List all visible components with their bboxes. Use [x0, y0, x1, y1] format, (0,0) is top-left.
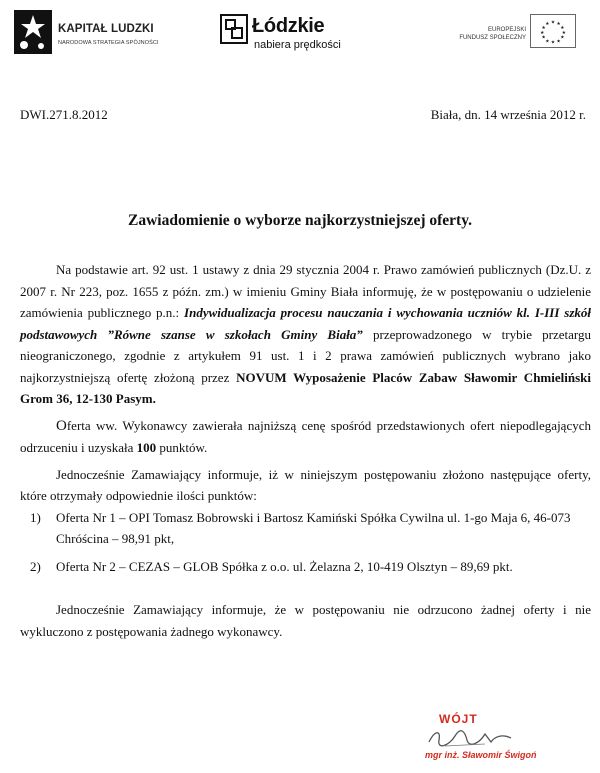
- eu-social-fund-logo: [450, 14, 580, 58]
- reference-number: DWI.271.8.2012: [20, 107, 108, 122]
- paragraph-1: [20, 259, 591, 410]
- kapital-ludzki-subtitle: NARODOWA STRATEGIA SPÓJNOŚCI: [58, 40, 159, 46]
- svg-text:★: ★: [550, 20, 556, 26]
- svg-text:★: ★: [540, 30, 545, 36]
- svg-text:★: ★: [560, 35, 565, 41]
- document-title: Zawiadomienie o wyborze najkorzystniejszej oferty.: [128, 212, 472, 229]
- list-item: [20, 556, 591, 578]
- lodzkie-logo: [220, 10, 380, 56]
- paragraph-4: Jednocześnie Zamawiający informuje, że w postępowaniu nie odrzucono żadnej oferty i nie wykluczono z postępowania żadnego wykonawcy.: [20, 602, 591, 639]
- paragraph-2-text-a: ferta ww. Wykonawcy zawierała najniższą cenę spośród przedstawionych ofert niepodlegających odrzuceniu i uzyskała: [20, 417, 591, 455]
- letterhead: [0, 0, 600, 70]
- offer-number: 2): [30, 558, 41, 574]
- paragraph-3: Jednocześnie Zamawiający informuje, iż w niniejszym postępowaniu złożono następujące oferty, które otrzymały odpowiednie ilości punktów:: [20, 466, 591, 503]
- svg-text:★: ★: [545, 39, 550, 45]
- svg-text:★: ★: [545, 21, 550, 27]
- offer-number: 1): [30, 509, 41, 525]
- eu-fund-text: [450, 26, 526, 42]
- signature-stamp: [415, 712, 595, 772]
- offer-text: Oferta Nr 2 – CEZAS – GLOB Spółka z o.o. ul. Żelazna 2, 10-419 Olsztyn – 89,69 pkt.: [56, 558, 513, 574]
- svg-text:★: ★: [560, 26, 565, 32]
- stamp-title: WÓJT: [439, 712, 478, 726]
- paragraph-1-text-b: przeprowadzonego w trybie przetargu nieograniczonego, zgodnie z artykułem 91 ust. 1 i 2 prawa zamówień publicznych wybrano jako najkorzystniejszą ofertę złożoną przez: [20, 326, 591, 385]
- svg-text:★: ★: [550, 40, 556, 46]
- lodzkie-title: Łódzkie: [252, 15, 325, 37]
- offers-list: [20, 507, 591, 578]
- svg-text:★: ★: [541, 35, 546, 41]
- kapital-ludzki-logo: [14, 10, 194, 54]
- svg-text:★: ★: [541, 26, 546, 32]
- svg-text:★: ★: [561, 30, 566, 36]
- winning-points: 100: [136, 440, 157, 455]
- paragraph-2: [20, 415, 591, 459]
- winning-contractor: NOVUM Wyposażenie Placów Zabaw Sławomir Chmieliński Grom 36, 12-130 Pasym.: [20, 369, 591, 406]
- svg-text:★: ★: [556, 21, 561, 27]
- eu-fund-line2: FUNDUSZ SPOŁECZNY: [459, 35, 526, 41]
- svg-text:★: ★: [556, 39, 561, 45]
- paragraph-2-text-b: punktów.: [156, 440, 208, 455]
- lodzkie-subtitle: nabiera prędkości: [254, 39, 341, 51]
- project-name: Indywidualizacja procesu nauczania i wychowania uczniów kl. I-III szkół podstawowych ”Równe szanse w szkołach Gminy Biała”: [20, 305, 591, 342]
- kapital-ludzki-mark-icon: [14, 10, 52, 54]
- eu-fund-line1: EUROPEJSKI: [487, 27, 526, 33]
- document-body: [20, 259, 591, 642]
- list-item: [20, 507, 591, 550]
- kapital-ludzki-title: KAPITAŁ LUDZKI: [58, 23, 154, 35]
- lodzkie-mark-icon: [220, 14, 248, 44]
- signatory-name: mgr inż. Sławomir Świgoń: [425, 750, 537, 760]
- place-date: Biała, dn. 14 września 2012 r.: [430, 107, 586, 122]
- eu-flag-icon: [530, 14, 576, 48]
- paragraph-1-text-a: Na podstawie art. 92 ust. 1 ustawy z dnia 29 stycznia 2004 r. Prawo zamówień publicznych (Dz.U. z 2007 r. Nr 223, poz. 1655 z późn. zm.) w imieniu Gminy Biała informuję, że w postępowaniu o udzielenie zamówienia publicznego p.n.:: [20, 262, 591, 320]
- paragraph-2-initial: O: [56, 417, 67, 434]
- offer-text: Oferta Nr 1 – OPI Tomasz Bobrowski i Bartosz Kamiński Spółka Cywilna ul. 1-go Maja 6, 46-073 Chróścina – 98,91 pkt,: [56, 509, 571, 546]
- handwritten-signature-icon: [425, 726, 515, 750]
